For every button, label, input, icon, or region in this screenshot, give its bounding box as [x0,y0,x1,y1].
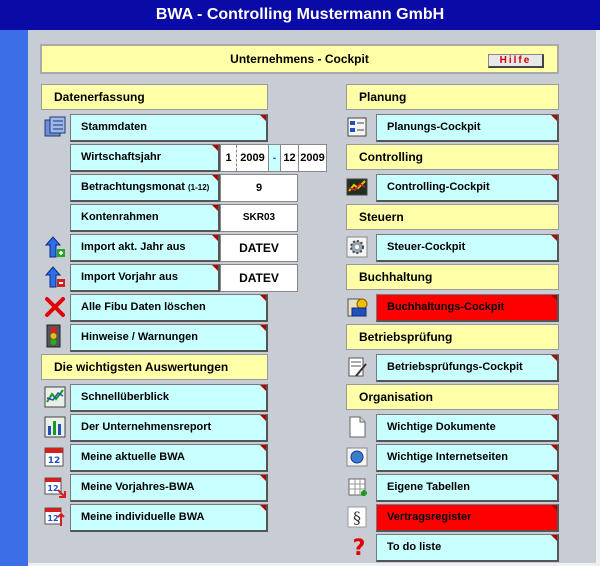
document-icon [346,416,368,438]
section-controlling: Controlling [346,144,559,170]
section-organisation: Organisation [346,384,559,410]
betriebspruefungs-cockpit-button[interactable]: Betriebsprüfungs-Cockpit [376,354,559,382]
import-vorjahr-button[interactable]: Import Vorjahr aus [70,264,220,292]
left-accent-bar [0,30,28,566]
betrachtungsmonat-label [70,174,220,202]
calendar-arrow-icon [44,476,66,498]
section-datenerfassung: Datenerfassung [41,84,268,110]
kontenrahmen-label: Kontenrahmen [70,204,220,232]
calendar-edit-icon [44,506,66,528]
cockpit-banner [40,44,559,74]
stammdaten-button[interactable]: Stammdaten [70,114,268,142]
delete-x-icon [44,296,66,318]
wj-from-month[interactable]: 1 [221,145,237,171]
svg-text:?: ? [352,536,366,559]
database-icon [44,116,66,138]
steuer-cockpit-button[interactable]: Steuer-Cockpit [376,234,559,262]
section-planung: Planung [346,84,559,110]
wirtschaftsjahr-range [220,144,327,172]
import-arrow-icon [44,236,66,258]
right-edge [596,30,600,566]
import-vorjahr-icon [44,266,66,288]
schnellueberblick-button[interactable]: Schnellüberblick [70,384,268,412]
audit-icon [346,356,368,378]
section-buchhaltung: Buchhaltung [346,264,559,290]
section-steuern: Steuern [346,204,559,230]
section-betriebspruefung: Betriebsprüfung [346,324,559,350]
controlling-cockpit-button[interactable]: Controlling-Cockpit [376,174,559,202]
todo-liste-button[interactable]: To do liste [376,534,559,562]
kontenrahmen-input[interactable]: SKR03 [220,204,298,232]
globe-icon [346,446,368,468]
line-chart-icon [44,386,66,408]
window-title: BWA - Controlling Mustermann GmbH [0,0,600,30]
section-auswertungen: Die wichtigsten Auswertungen [41,354,268,380]
traffic-light-icon [44,324,66,346]
ledger-icon [346,296,368,318]
vertragsregister-button[interactable]: Vertragsregister [376,504,559,532]
question-mark-icon [350,535,372,557]
help-button[interactable]: Hilfe [488,54,544,68]
bar-chart-icon [44,416,66,438]
vorjahres-bwa-button[interactable]: Meine Vorjahres-BWA [70,474,268,502]
planungs-cockpit-button[interactable]: Planungs-Cockpit [376,114,559,142]
planning-icon [346,116,368,138]
svg-text:12: 12 [47,484,59,493]
wirtschaftsjahr-label: Wirtschaftsjahr [70,144,220,172]
svg-text:12: 12 [47,514,59,523]
wj-to-month[interactable]: 12 [281,145,299,171]
betrachtungsmonat-text: Betrachtungsmonat [81,181,185,193]
unternehmensreport-button[interactable]: Der Unternehmensreport [70,414,268,442]
svg-text:12: 12 [47,456,61,466]
individuelle-bwa-button[interactable]: Meine individuelle BWA [70,504,268,532]
wj-to-year[interactable]: 2009 [299,145,326,171]
table-add-icon [346,476,368,498]
wj-from-year[interactable]: 2009 [237,145,269,171]
paragraph-icon [346,506,368,528]
buchhaltungs-cockpit-button[interactable]: Buchhaltungs-Cockpit [376,294,559,322]
wj-separator: - [269,145,281,171]
calendar-icon [44,446,66,468]
import-akt-jahr-button[interactable]: Import akt. Jahr aus [70,234,220,262]
cockpit-label: Unternehmens - Cockpit [230,52,369,66]
betrachtungsmonat-hint: (1-12) [187,183,210,192]
import-vorjahr-source[interactable]: DATEV [220,264,298,292]
eigene-tabellen-button[interactable]: Eigene Tabellen [376,474,559,502]
aktuelle-bwa-button[interactable]: Meine aktuelle BWA [70,444,268,472]
betrachtungsmonat-input[interactable]: 9 [220,174,298,202]
controlling-chart-icon [346,176,368,198]
wichtige-dokumente-button[interactable]: Wichtige Dokumente [376,414,559,442]
svg-text:§: § [353,508,361,527]
hinweise-button[interactable]: Hinweise / Warnungen [70,324,268,352]
wichtige-internetseiten-button[interactable]: Wichtige Internetseiten [376,444,559,472]
fibu-loeschen-button[interactable]: Alle Fibu Daten löschen [70,294,268,322]
gear-icon [346,236,368,258]
import-akt-source[interactable]: DATEV [220,234,298,262]
